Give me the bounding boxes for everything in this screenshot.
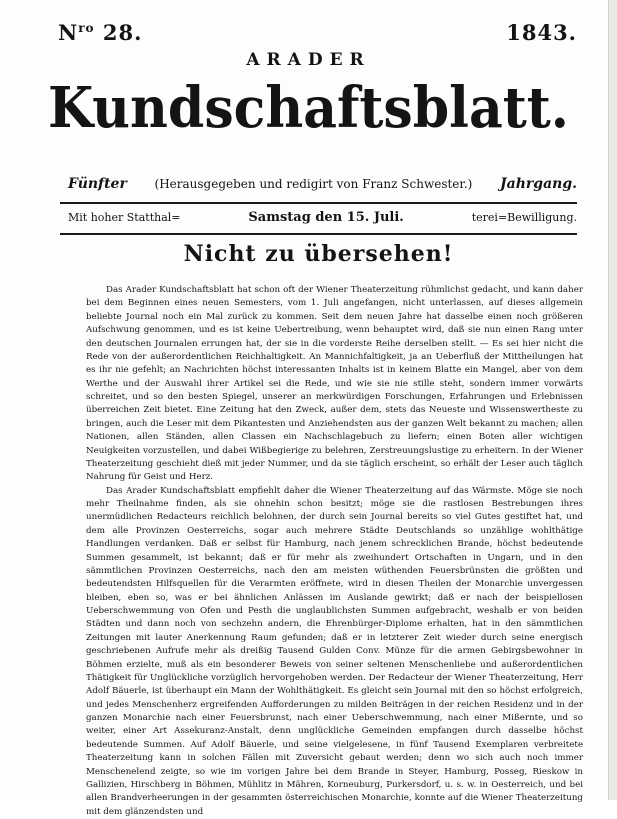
masthead-topline (58, 20, 577, 48)
issue-date: Samstag den 15. Juli. (248, 210, 404, 225)
edition-line (68, 176, 577, 192)
article-headline: Nicht zu übersehen! (183, 241, 454, 267)
dateline-right: terei=Bewilligung. (471, 211, 577, 224)
article-paragraph: Das Arader Kundschaftsblatt empfiehlt daher die Wiener Theaterzeitung auf das Wärmste. Möge sie noch mehr Theilnahme finden, als sie ohnehin schon besitzt; möge sie die rastlosen Bestrebungen ihres unermüdlichen Redacteurs reichlich belohnen, der durch sein Journal bereits so viel Gutes gestiftet hat, und dem alle Provinzen Oesterreichs, sogar auch mehrere Städte Deutschlands so unzählige wohlthätige Handlungen verdanken. Daß er selbst für Hamburg, nach jenem schrecklichen Brande, höchst bedeutende Summen gesammelt, ist bekannt; daß er für mehr als zweihundert Ortschaften in Ungarn, und in den sämmtlichen Provinzen Oesterreichs, nach den am meisten wüthenden Feuersbrünsten die größten und bedeutendsten Hilfsquellen für die Verarmten eröffnete, wird in diesen Theilen der Monarchie unvergessen bleiben, eben so, was er bei ähnlichen Anlässen im Auslande gewirkt; daß er nach der beispiellosen Ueberschwemmung von Ofen und Pesth die unglaublichsten Summen aufgebracht, weshalb er von beiden Städten und dann noch von sechzehn andern, die Ehrenbürger-Diplome erhalten, hat in den sämmtlichen Zeitungen mit lauter Anerkennung Raum gefunden; daß er in letzterer Zeit wieder durch seine energisch geschriebenen Aufrufe mehr als dreißig Tausend Gulden Conv. Münze für die armen Gebirgsbewohner in Böhmen erzielte, muß als ein besonderer Beweis von seiner seltenen Menschenliebe und außerordentlichen Thätigkeit für Unglückliche vorzüglich hervorgehoben werden. Der Redacteur der Wiener Theaterzeitung, Herr Adolf Bäuerle, ist überhaupt ein Mann der Wohlthätigkeit. Es gleicht sein Journal mit den so höchst erfolgreich, und jedes Menschenherz ergreifenden Aufforderungen zu milden Beiträgen in der reichen Residenz und in der ganzen Monarchie nach einer Feuersbrunst, nach einer Ueberschwemmung, nach einer Mißernte, und so weiter, einer Art Assekuranz-Anstalt, denn unglückliche Gemeinden empfangen durch dasselbe höchst bedeutende Summen. Auf Adolf Bäuerle, und seine vielgelesene, in fünf Tausend Exemplaren verbreitete Theaterzeitung kann in solchen Fällen mit Zuversicht gebaut werden; denn wo sich auch noch immer Menschenelend zeigte, so wie im vorigen Jahre bei dem Brande in Steyer, Hamburg, Posseg, Rieskow in Gallizien, Hirschberg in Böhmen, Mühlitz in Mähren, Korneuburg, Purkersdorf, u. s. w. in Oesterreich, und bei allen Brandverheerungen in der gesammten österreichischen Monarchie, konnte auf die Wiener Theaterzeitung mit dem glänzendsten und (86, 485, 583, 817)
editor-credit: (Herausgegeben und redigirt von Franz Schwester.) (154, 177, 473, 191)
dateline-left: Mit hoher Statthal= (68, 211, 181, 224)
masthead-subtitle: ARADER (246, 50, 371, 70)
rule-bottom (60, 233, 577, 235)
edition-volume: Jahrgang. (500, 176, 577, 192)
article-paragraph: Das Arader Kundschaftsblatt hat schon oft der Wiener Theaterzeitung rühmlichst gedacht, und kann daher bei dem Beginnen eines neuen Semesters, vom 1. Juli angefangen, nicht unterlassen, auf dieses allgemein beliebte Journal noch ein Mal zurück zu kommen. Seit dem neuen Jahre hat dasselbe einen noch größeren Aufschwung genommen, und es ist keine Uebertreibung, wenn behauptet wird, daß sie nun einen Rang unter den deutschen Journalen errungen hat, der sie in die vorderste Reihe derselben stellt. — Es sei hier nicht die Rede von der außerordentlichen Reichhaltigkeit. An Mannichfaltigkeit, ja an Ueberfluß der Mittheilungen hat es ihr nie gefehlt; an Nachrichten höchst interessanten Inhalts ist in keinem Blatte ein Mangel, aber von dem Werthe und der Auswahl ihrer Artikel sei die Rede, und wie sie nie stille steht, sondern immer vorwärts schreitet, und so den besten Spiegel, unserer an merkwürdigen Forschungen, Erfahrungen und Erlebnissen überreichen Zeit bietet. Eine Zeitung hat den Zweck, außer dem, stets das Neueste und Wissenswertheste zu bringen, auch die Leser mit dem Pikantesten und Anziehendsten aus der ganzen Welt bekannt zu machen; allen Nationen, allen Ständen, allen Classen ein Nachschlagebuch zu liefern; einen Boten aller wichtigen Neuigkeiten vorzustellen, und dabei Wißbegierige zu belehren, Zerstreuungslustige zu erheitern. In der Wiener Theaterzeitung geschieht dieß mit jeder Nummer, und da sie täglich erscheint, so erhält der Leser auch täglich Nahrung für Geist und Herz. (86, 285, 583, 483)
issue-year: 1843. (506, 20, 577, 45)
dateline (68, 210, 577, 225)
edition-ordinal: Fünfter (68, 176, 127, 192)
page-edge (608, 0, 617, 800)
rule-top (60, 202, 577, 204)
article-body (86, 284, 583, 819)
masthead-title: Kundschaftsblatt. (48, 75, 569, 141)
issue-number: $N^{ro}$ 28. (58, 20, 143, 45)
